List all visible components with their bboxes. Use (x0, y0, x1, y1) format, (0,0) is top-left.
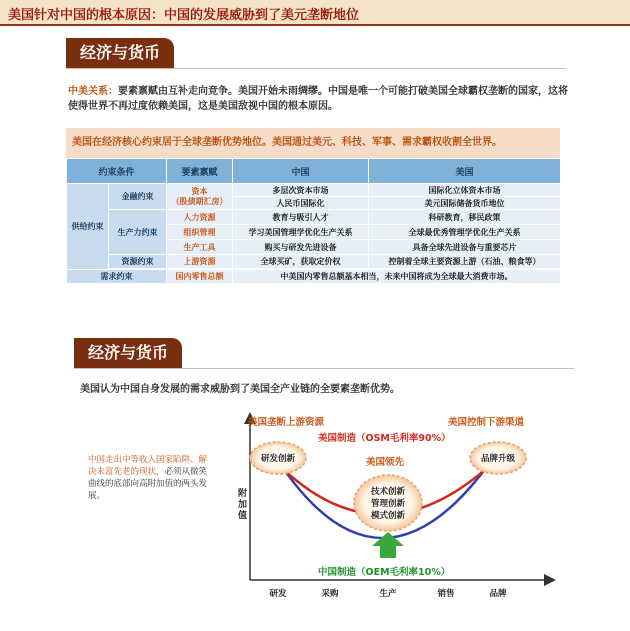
demand-constraint: 需求约束 (67, 270, 167, 284)
col-china: 中国 (233, 159, 369, 184)
factor-retail: 国内零售总额 (167, 270, 233, 284)
col-factor: 要素禀赋 (167, 159, 233, 184)
note-highlight: 中国走出中等收入国家陷阱、解决未富先老的现状， (88, 455, 208, 477)
ylabel-1: 附 (238, 489, 248, 499)
section2-tab: 经济与货币 (74, 338, 182, 368)
section2-subtitle: 美国认为中国自身发展的需求威胁到了美国全产业链的全要素垄断优势。 (80, 384, 400, 395)
section1-intro (68, 84, 568, 114)
tool-us: 具备全球先进设备与重要芯片 (369, 240, 561, 255)
section2-divider (74, 368, 574, 369)
label-model: 模式创新 (370, 511, 406, 521)
factor-hr: 人力资源 (167, 210, 233, 225)
label-mgmt: 管理创新 (370, 499, 406, 509)
table-header-note: 美国在经济核心约束居于全球垄断优势地位。美国通过美元、科技、军事、需求霸权收割全世界。 (66, 128, 560, 158)
col-us: 美国 (369, 159, 561, 184)
label-us-curve: 美国制造（OSM毛利率90%） (318, 433, 451, 444)
label-upstream: 美国垄断上游资源 (248, 417, 325, 428)
hr-cn: 教育与吸引人才 (233, 210, 369, 225)
x-label-rd: 研发 (269, 589, 287, 599)
capital-us-1: 国际化立体资本市场 (369, 184, 561, 197)
factor-capital-sub: （股债期汇房） (171, 196, 228, 206)
sub-production: 生产力约束 (109, 210, 167, 255)
capital-cn-1: 多层次资本市场 (233, 184, 369, 197)
page-title: 美国针对中国的根本原因：中国的发展威胁到了美元垄断地位 (8, 8, 360, 23)
comparison-table (66, 128, 560, 304)
x-label-sales: 销售 (437, 589, 455, 599)
title-bar (0, 0, 630, 26)
org-us: 全球最优秀管理学优化生产关系 (369, 225, 561, 240)
retail-text: 中美国内零售总额基本相当，未来中国将成为全球最大消费市场。 (233, 270, 561, 284)
group-supply: 供给约束 (67, 184, 109, 270)
section1-tab: 经济与货币 (66, 38, 174, 68)
factor-upstream: 上游资源 (167, 255, 233, 269)
upstream-us: 控制着全球主要资源上游（石油、粮食等） (369, 255, 561, 269)
factor-org: 组织管理 (167, 225, 233, 240)
ylabel-2: 加 (238, 500, 248, 510)
label-brand: 品牌升级 (480, 454, 516, 464)
label-downstream: 美国控制下游渠道 (448, 417, 525, 428)
factor-table (66, 158, 561, 284)
org-cn: 学习美国管理学优化生产关系 (233, 225, 369, 240)
label-tech: 技术创新 (370, 487, 406, 497)
section1-divider (66, 68, 566, 69)
intro-prefix: 中美关系： (68, 86, 118, 97)
factor-capital (167, 184, 233, 210)
y-axis-label (237, 487, 250, 521)
hr-us: 科研教育，移民政策 (369, 210, 561, 225)
intro-body: 要素禀赋由互补走向竞争。美国开始未雨绸缪。中国是唯一个可能打破美国全球霸权垄断的国家，这将使得世界不再过度依赖美国，这是美国敌视中国的根本原因。 (68, 86, 568, 112)
ylabel-3: 值 (238, 511, 248, 521)
capital-cn-2: 人民币国际化 (233, 197, 369, 210)
smile-curve-diagram (230, 408, 560, 608)
x-label-production: 生产 (379, 589, 397, 599)
sub-financial: 金融约束 (109, 184, 167, 210)
col-constraint: 约束条件 (67, 159, 167, 184)
x-label-purchase: 采购 (321, 589, 339, 599)
label-rd: 研发创新 (260, 454, 296, 464)
tool-cn: 购买与研发先进设备 (233, 240, 369, 255)
label-cn-curve: 中国制造（OEM毛利率10%） (318, 567, 451, 578)
x-label-brand: 品牌 (489, 589, 507, 599)
sub-resource: 资源约束 (109, 255, 167, 269)
note-rest: 必须从微笑曲线的底部向高附加值的两头发展。 (88, 467, 208, 501)
factor-tool: 生产工具 (167, 240, 233, 255)
upstream-cn: 全球买矿，获取定价权 (233, 255, 369, 269)
capital-us-2: 美元国际储备货币地位 (369, 197, 561, 210)
factor-capital-main: 资本 (191, 186, 208, 196)
smile-curve-note (88, 454, 208, 502)
label-us-lead: 美国领先 (366, 457, 405, 468)
